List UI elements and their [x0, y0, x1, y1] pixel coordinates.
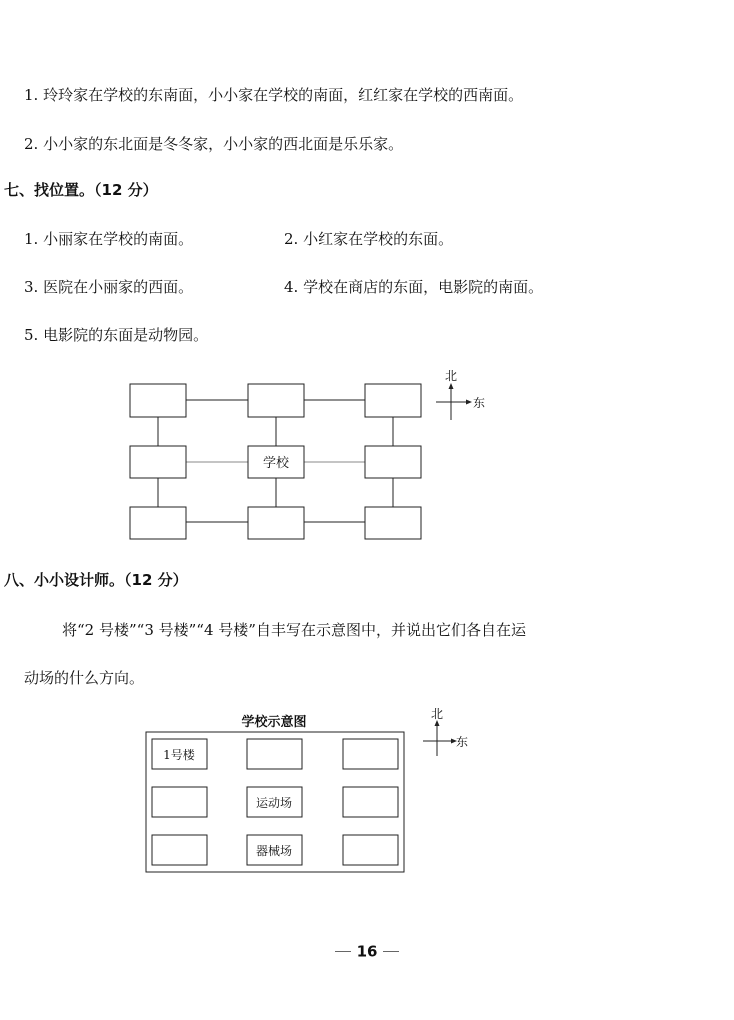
grid-box[interactable]: [365, 384, 421, 417]
grid-box[interactable]: [130, 446, 186, 478]
footer-dash-left: [335, 951, 351, 952]
map-cell-4[interactable]: [152, 787, 207, 817]
grid-box[interactable]: [248, 384, 304, 417]
map-cell-3[interactable]: [343, 739, 398, 769]
map-cell-2[interactable]: [247, 739, 302, 769]
section7-item-5: 5. 电影院的东面是动物园。: [24, 326, 209, 344]
section6-line-1: 1. 玲玲家在学校的东南面，小小家在学校的南面，红红家在学校的西南面。: [24, 86, 524, 104]
grid-box[interactable]: [365, 507, 421, 539]
compass-east-label: 东: [473, 396, 486, 410]
page-number: 16: [356, 942, 378, 961]
map-cell-7[interactable]: [152, 835, 207, 865]
section8-line-1: 将“2 号楼”“3 号楼”“4 号楼”自丰写在示意图中，并说出它们各自在运: [62, 621, 526, 639]
map-cell-6[interactable]: [343, 787, 398, 817]
grid-box[interactable]: [365, 446, 421, 478]
section8-line-2: 动场的什么方向。: [24, 669, 145, 687]
compass-east-label: 东: [456, 735, 469, 749]
school-map-title: 学校示意图: [241, 715, 307, 730]
section8-heading: 八、小小设计师。（12 分）: [4, 571, 188, 589]
footer-dash-right: [383, 951, 399, 952]
section7-item-3: 3. 医院在小丽家的西面。: [24, 278, 194, 296]
section7-item-2: 2. 小红家在学校的东面。: [284, 230, 454, 248]
compass-icon: [423, 720, 457, 756]
section6-line-2: 2. 小小家的东北面是冬冬家，小小家的西北面是乐乐家。: [24, 135, 404, 153]
map-cell-8-label: 器械场: [255, 844, 293, 858]
location-grid-diagram: [120, 370, 490, 550]
section7-item-4: 4. 学校在商店的东面，电影院的南面。: [284, 278, 544, 296]
section7-heading: 七、找位置。（12 分）: [4, 181, 158, 199]
grid-box[interactable]: [130, 507, 186, 539]
section7-item-1: 1. 小丽家在学校的南面。: [24, 230, 194, 248]
grid-school-label: 学校: [262, 456, 290, 471]
page-footer: [0, 941, 734, 961]
grid-box[interactable]: [130, 384, 186, 417]
map-cell-9[interactable]: [343, 835, 398, 865]
compass-icon: [436, 383, 472, 420]
map-cell-1-label: 1号楼: [163, 748, 195, 762]
compass-north-label: 北: [430, 708, 444, 721]
school-map-diagram: [140, 708, 480, 878]
map-cell-5-label: 运动场: [255, 796, 293, 810]
compass-north-label: 北: [444, 370, 458, 383]
grid-box[interactable]: [248, 507, 304, 539]
